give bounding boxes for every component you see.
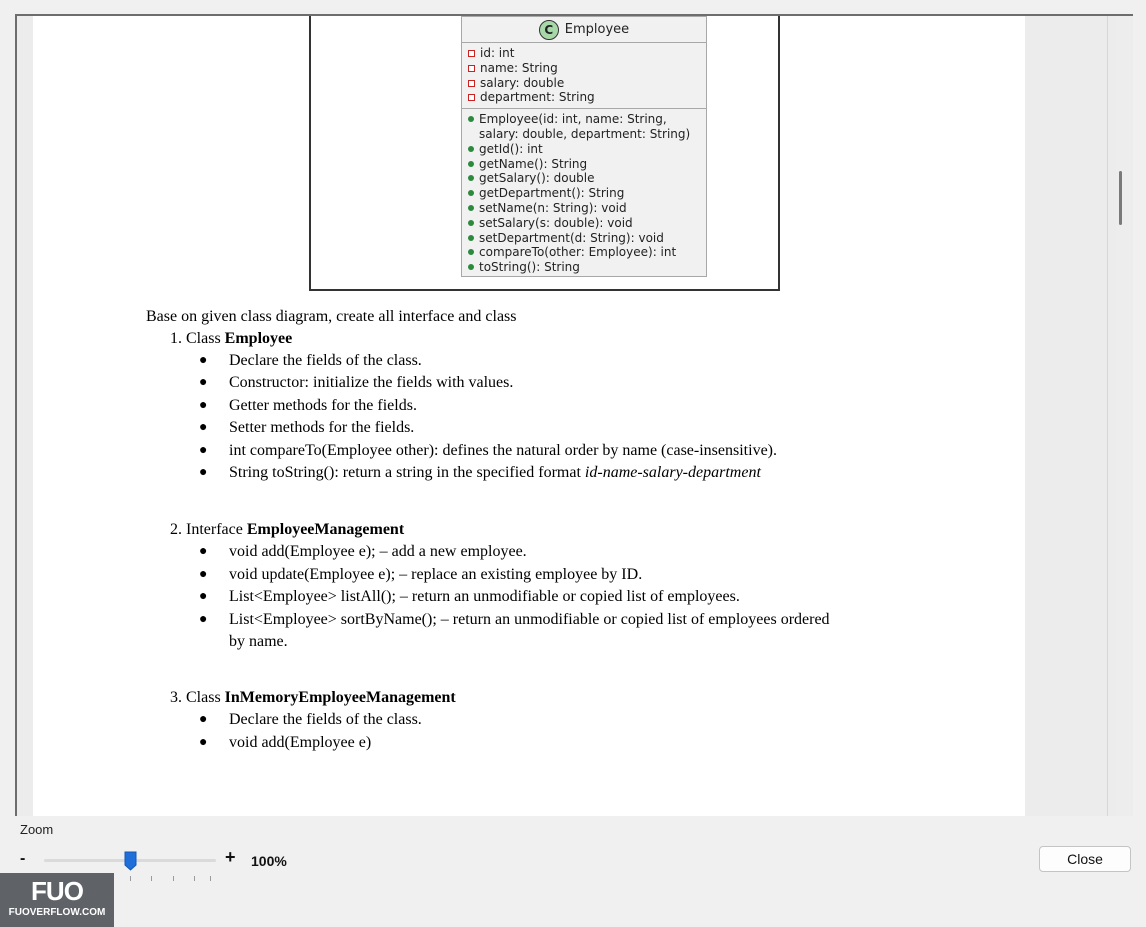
public-method-icon	[468, 220, 474, 226]
uml-method: getSalary(): double	[468, 171, 700, 186]
bullet-icon: ●	[199, 353, 208, 368]
uml-fields	[462, 43, 706, 109]
scrollbar-thumb[interactable]	[1119, 171, 1122, 225]
bullet-icon: ●	[199, 612, 208, 627]
public-method-icon	[468, 146, 474, 152]
bullet-icon: ●	[199, 589, 208, 604]
bullet-icon: ●	[199, 567, 208, 582]
watermark-logo	[0, 873, 114, 927]
list-item: Getter methods for the fields.	[229, 397, 417, 414]
private-field-icon	[468, 50, 475, 57]
uml-method: Employee(id: int, name: String,	[468, 112, 700, 127]
uml-method: setSalary(s: double): void	[468, 216, 700, 231]
private-field-icon	[468, 94, 475, 101]
intro-paragraph: Base on given class diagram, create all interface and class	[146, 308, 517, 325]
list-item: void add(Employee e); – add a new employee.	[229, 543, 527, 560]
zoom-out-button[interactable]: -	[20, 850, 26, 867]
bullet-icon: ●	[199, 443, 208, 458]
watermark-logo-text: FUO	[31, 876, 83, 906]
private-field-icon	[468, 80, 475, 87]
zoom-in-button[interactable]: +	[225, 847, 236, 867]
zoom-value: 100%	[251, 853, 287, 869]
bullet-icon: ●	[199, 544, 208, 559]
vertical-scrollbar[interactable]	[1116, 16, 1131, 816]
list-item: String toString(): return a string in the specified format id-name-salary-department	[229, 464, 761, 481]
watermark-site-text: FUOVERFLOW.COM	[8, 907, 106, 918]
uml-method-continuation: salary: double, department: String)	[479, 126, 691, 141]
close-button[interactable]: Close	[1039, 846, 1131, 872]
list-item-continuation: by name.	[229, 633, 288, 650]
bullet-icon: ●	[199, 420, 208, 435]
uml-method: setDepartment(d: String): void	[468, 231, 700, 246]
public-method-icon	[468, 235, 474, 241]
public-method-icon	[468, 161, 474, 167]
document-page	[33, 16, 1025, 816]
uml-field: department: String	[468, 90, 700, 105]
uml-class-box	[461, 16, 707, 277]
section-3-heading: 3. Class InMemoryEmployeeManagement	[170, 689, 456, 706]
public-method-icon	[468, 205, 474, 211]
public-method-icon	[468, 249, 474, 255]
list-item: List<Employee> sortByName(); – return an unmodifiable or copied list of employees ordered	[229, 611, 830, 628]
list-item: void update(Employee e); – replace an existing employee by ID.	[229, 566, 643, 583]
public-method-icon	[468, 190, 474, 196]
public-method-icon	[468, 116, 474, 122]
uml-method: getId(): int	[468, 142, 700, 157]
private-field-icon	[468, 65, 475, 72]
uml-class-name: Employee	[564, 22, 630, 37]
uml-field: salary: double	[468, 76, 700, 91]
zoom-slider-thumb[interactable]	[124, 851, 137, 871]
gutter-divider	[1107, 16, 1108, 816]
uml-method: setName(n: String): void	[468, 201, 700, 216]
uml-method: getDepartment(): String	[468, 186, 700, 201]
list-item: Declare the fields of the class.	[229, 352, 422, 369]
uml-method: compareTo(other: Employee): int	[468, 245, 700, 260]
class-icon: C	[539, 20, 559, 40]
list-item: void add(Employee e)	[229, 734, 372, 751]
uml-field: name: String	[468, 61, 700, 76]
list-item: int compareTo(Employee other): defines the natural order by name (case-insensitive).	[229, 442, 777, 459]
bullet-icon: ●	[199, 465, 208, 480]
list-item: Declare the fields of the class.	[229, 711, 422, 728]
bullet-icon: ●	[199, 375, 208, 390]
uml-method: toString(): String	[468, 260, 700, 275]
list-item: List<Employee> listAll(); – return an unmodifiable or copied list of employees.	[229, 588, 740, 605]
uml-field: id: int	[468, 46, 700, 61]
bullet-icon: ●	[199, 712, 208, 727]
section-1-heading: 1. Class Employee	[170, 330, 293, 347]
public-method-icon	[468, 175, 474, 181]
list-item: Setter methods for the fields.	[229, 419, 415, 436]
section-2-heading: 2. Interface EmployeeManagement	[170, 521, 405, 538]
public-method-icon	[468, 264, 474, 270]
uml-class-header	[462, 17, 706, 43]
bullet-icon: ●	[199, 398, 208, 413]
list-item: Constructor: initialize the fields with values.	[229, 374, 514, 391]
document-viewer[interactable]	[15, 14, 1133, 816]
zoom-label: Zoom	[20, 822, 54, 837]
uml-methods	[462, 109, 706, 278]
bullet-icon: ●	[199, 735, 208, 750]
uml-method: getName(): String	[468, 157, 700, 172]
